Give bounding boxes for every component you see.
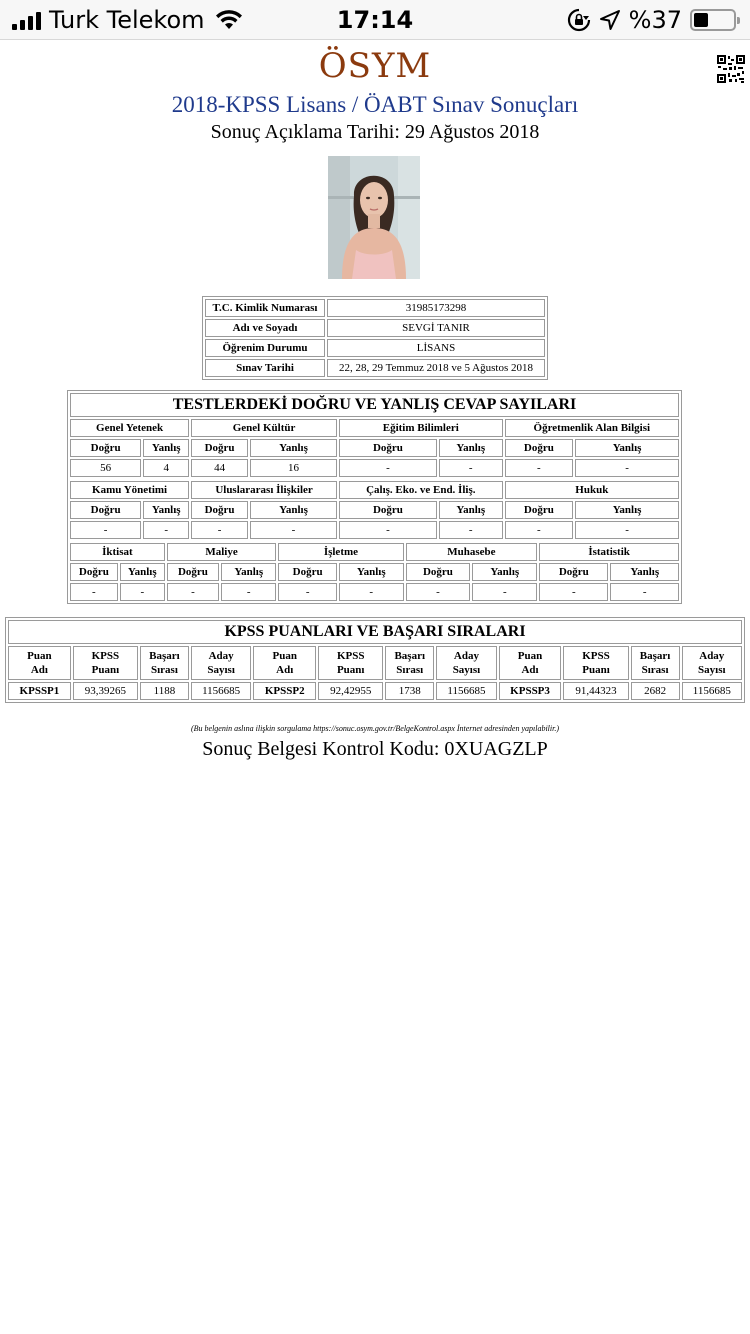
- kpss-score: 93,39265: [73, 682, 138, 700]
- wrong-label: Yanlış: [250, 501, 337, 519]
- correct-label: Doğru: [339, 501, 437, 519]
- correct-count: 56: [70, 459, 141, 477]
- exam-title: 2018-KPSS Lisans / ÖABT Sınav Sonuçları: [171, 92, 579, 117]
- correct-label: Doğru: [70, 501, 141, 519]
- kpss-score: 92,42955: [318, 682, 383, 700]
- info-label: Öğrenim Durumu: [205, 339, 325, 357]
- correct-label: Doğru: [167, 563, 219, 581]
- score-type: KPSSP1: [8, 682, 71, 700]
- clock: 17:14: [336, 6, 414, 34]
- score-type: KPSSP3: [499, 682, 562, 700]
- header-line-2: Puanı: [582, 664, 610, 676]
- score-column-header: [318, 646, 383, 680]
- header-line-1: KPSS: [91, 650, 120, 662]
- status-right: [567, 6, 736, 34]
- answer-label-row: [70, 501, 679, 519]
- wrong-label: Yanlış: [143, 501, 189, 519]
- info-value: 31985173298: [327, 299, 545, 317]
- subject-header-row: [70, 543, 679, 561]
- correct-label: Doğru: [191, 501, 248, 519]
- test-results-title: TESTLERDEKİ DOĞRU VE YANLIŞ CEVAP SAYILARI: [70, 393, 679, 417]
- wrong-label: Yanlış: [250, 439, 337, 457]
- correct-label: Doğru: [278, 563, 337, 581]
- success-rank: 2682: [631, 682, 680, 700]
- header-line-2: Adı: [521, 664, 539, 676]
- correct-count: -: [406, 583, 471, 601]
- correct-count: -: [70, 583, 118, 601]
- header-line-1: Puan: [27, 650, 52, 662]
- info-label: T.C. Kimlik Numarası: [205, 299, 325, 317]
- status-bar: [0, 0, 750, 40]
- wrong-label: Yanlış: [120, 563, 165, 581]
- correct-count: -: [191, 521, 248, 539]
- result-date: Sonuç Açıklama Tarihi: 29 Ağustos 2018: [210, 121, 540, 143]
- header-line-2: Sayısı: [452, 664, 481, 676]
- correct-count: 44: [191, 459, 248, 477]
- header-line-1: Başarı: [149, 650, 180, 662]
- wrong-label: Yanlış: [143, 439, 189, 457]
- subject-name: Genel Kültür: [191, 419, 337, 437]
- subject-name: İktisat: [70, 543, 165, 561]
- score-column-header: [436, 646, 496, 680]
- info-value: 22, 28, 29 Temmuz 2018 ve 5 Ağustos 2018: [327, 359, 545, 377]
- info-row: [205, 339, 545, 357]
- subject-name: Maliye: [167, 543, 277, 561]
- subject-name: Öğretmenlik Alan Bilgisi: [505, 419, 679, 437]
- wrong-count: 4: [143, 459, 189, 477]
- wrong-count: -: [575, 521, 679, 539]
- battery-icon: [690, 9, 736, 31]
- wrong-count: -: [472, 583, 537, 601]
- answer-label-row: [70, 563, 679, 581]
- wrong-label: Yanlış: [472, 563, 537, 581]
- header-line-1: Başarı: [394, 650, 426, 662]
- location-arrow-icon: [599, 9, 621, 31]
- subject-name: Çalış. Eko. ve End. İliş.: [339, 481, 503, 499]
- scores-title: KPSS PUANLARI VE BAŞARI SIRALARI: [8, 620, 742, 644]
- wrong-count: -: [221, 583, 276, 601]
- correct-label: Doğru: [505, 439, 574, 457]
- subject-name: Muhasebe: [406, 543, 538, 561]
- header-line-2: Sırası: [150, 664, 178, 676]
- candidate-count: 1156685: [191, 682, 251, 700]
- score-column-header: [8, 646, 71, 680]
- subject-name: Genel Yetenek: [70, 419, 189, 437]
- wrong-count: -: [439, 521, 503, 539]
- candidate-photo: [328, 156, 420, 279]
- rotation-lock-icon: [567, 8, 591, 32]
- candidate-count: 1156685: [682, 682, 742, 700]
- wrong-count: -: [339, 583, 404, 601]
- wrong-label: Yanlış: [610, 563, 679, 581]
- header-line-2: Sırası: [641, 664, 669, 676]
- info-value: SEVGİ TANIR: [327, 319, 545, 337]
- correct-label: Doğru: [70, 563, 118, 581]
- subject-name: Eğitim Bilimleri: [339, 419, 503, 437]
- header-line-2: Sayısı: [698, 664, 726, 676]
- correct-label: Doğru: [339, 439, 437, 457]
- header-line-2: Sırası: [396, 664, 424, 676]
- wrong-count: -: [250, 521, 337, 539]
- qr-code-icon[interactable]: [716, 54, 746, 84]
- subject-name: İşletme: [278, 543, 403, 561]
- correct-count: -: [505, 459, 574, 477]
- answer-value-row: [70, 583, 679, 601]
- candidate-count: 1156685: [436, 682, 496, 700]
- correct-label: Doğru: [505, 501, 574, 519]
- subject-header-row: [70, 419, 679, 437]
- wrong-label: Yanlış: [339, 563, 404, 581]
- score-column-header: [682, 646, 742, 680]
- correct-count: -: [505, 521, 574, 539]
- test-results-table: [67, 390, 682, 604]
- wrong-count: -: [439, 459, 503, 477]
- scores-header-row: [8, 646, 742, 680]
- header-line-1: Aday: [699, 650, 725, 662]
- score-type: KPSSP2: [253, 682, 316, 700]
- score-column-header: [140, 646, 189, 680]
- carrier-name: Turk Telekom: [49, 6, 205, 34]
- wrong-label: Yanlış: [575, 439, 679, 457]
- correct-label: Doğru: [406, 563, 471, 581]
- wrong-label: Yanlış: [221, 563, 276, 581]
- correct-count: -: [539, 583, 608, 601]
- correct-count: -: [339, 521, 437, 539]
- header-line-1: Başarı: [639, 650, 671, 662]
- header-line-2: Adı: [276, 664, 294, 676]
- info-value: LİSANS: [327, 339, 545, 357]
- info-row: [205, 359, 545, 377]
- wrong-label: Yanlış: [439, 501, 503, 519]
- answer-value-row: [70, 521, 679, 539]
- success-rank: 1188: [140, 682, 189, 700]
- control-code: Sonuç Belgesi Kontrol Kodu: 0XUAGZLP: [202, 738, 548, 760]
- correct-label: Doğru: [191, 439, 248, 457]
- info-label: Sınav Tarihi: [205, 359, 325, 377]
- score-column-header: [73, 646, 138, 680]
- subject-name: Kamu Yönetimi: [70, 481, 189, 499]
- info-label: Adı ve Soyadı: [205, 319, 325, 337]
- answer-label-row: [70, 439, 679, 457]
- header-line-1: Aday: [453, 650, 479, 662]
- wrong-label: Yanlış: [575, 501, 679, 519]
- wrong-count: -: [610, 583, 679, 601]
- success-rank: 1738: [385, 682, 434, 700]
- answer-value-row: [70, 459, 679, 477]
- score-column-header: [385, 646, 434, 680]
- verification-note: (Bu belgenin aslına ilişkin sorgulama https://sonuc.osym.gov.tr/BelgeKontrol.aspx İnternet adresinden yapılabilir.): [190, 724, 560, 733]
- header-line-2: Puanı: [336, 664, 365, 676]
- header-line-2: Sayısı: [207, 664, 235, 676]
- correct-count: -: [70, 521, 141, 539]
- score-column-header: [499, 646, 562, 680]
- header-line-1: Aday: [208, 650, 234, 662]
- header-line-1: KPSS: [336, 650, 365, 662]
- header-line-1: Puan: [272, 650, 297, 662]
- correct-count: -: [278, 583, 337, 601]
- correct-count: -: [339, 459, 437, 477]
- wrong-count: -: [143, 521, 189, 539]
- subject-name: Uluslararası İlişkiler: [191, 481, 337, 499]
- wrong-label: Yanlış: [439, 439, 503, 457]
- scores-table: [5, 617, 745, 703]
- correct-label: Doğru: [539, 563, 608, 581]
- score-column-header: [191, 646, 251, 680]
- correct-label: Doğru: [70, 439, 141, 457]
- subject-name: Hukuk: [505, 481, 679, 499]
- score-column-header: [253, 646, 316, 680]
- subject-header-row: [70, 481, 679, 499]
- battery-percent: %37: [628, 6, 682, 34]
- wrong-count: -: [575, 459, 679, 477]
- header-line-1: Puan: [517, 650, 543, 662]
- org-logo-text: ÖSYM: [318, 46, 432, 86]
- score-column-header: [631, 646, 680, 680]
- header-line-1: KPSS: [582, 650, 610, 662]
- header-line-2: Adı: [30, 664, 48, 676]
- score-column-header: [563, 646, 628, 680]
- battery-fill: [694, 13, 708, 27]
- wrong-count: -: [120, 583, 165, 601]
- scores-value-row: [8, 682, 742, 700]
- correct-count: -: [167, 583, 219, 601]
- header-line-2: Puanı: [91, 664, 120, 676]
- info-row: [205, 319, 545, 337]
- kpss-score: 91,44323: [563, 682, 628, 700]
- candidate-info-table: [202, 296, 548, 380]
- info-row: [205, 299, 545, 317]
- wrong-count: 16: [250, 459, 337, 477]
- subject-name: İstatistik: [539, 543, 679, 561]
